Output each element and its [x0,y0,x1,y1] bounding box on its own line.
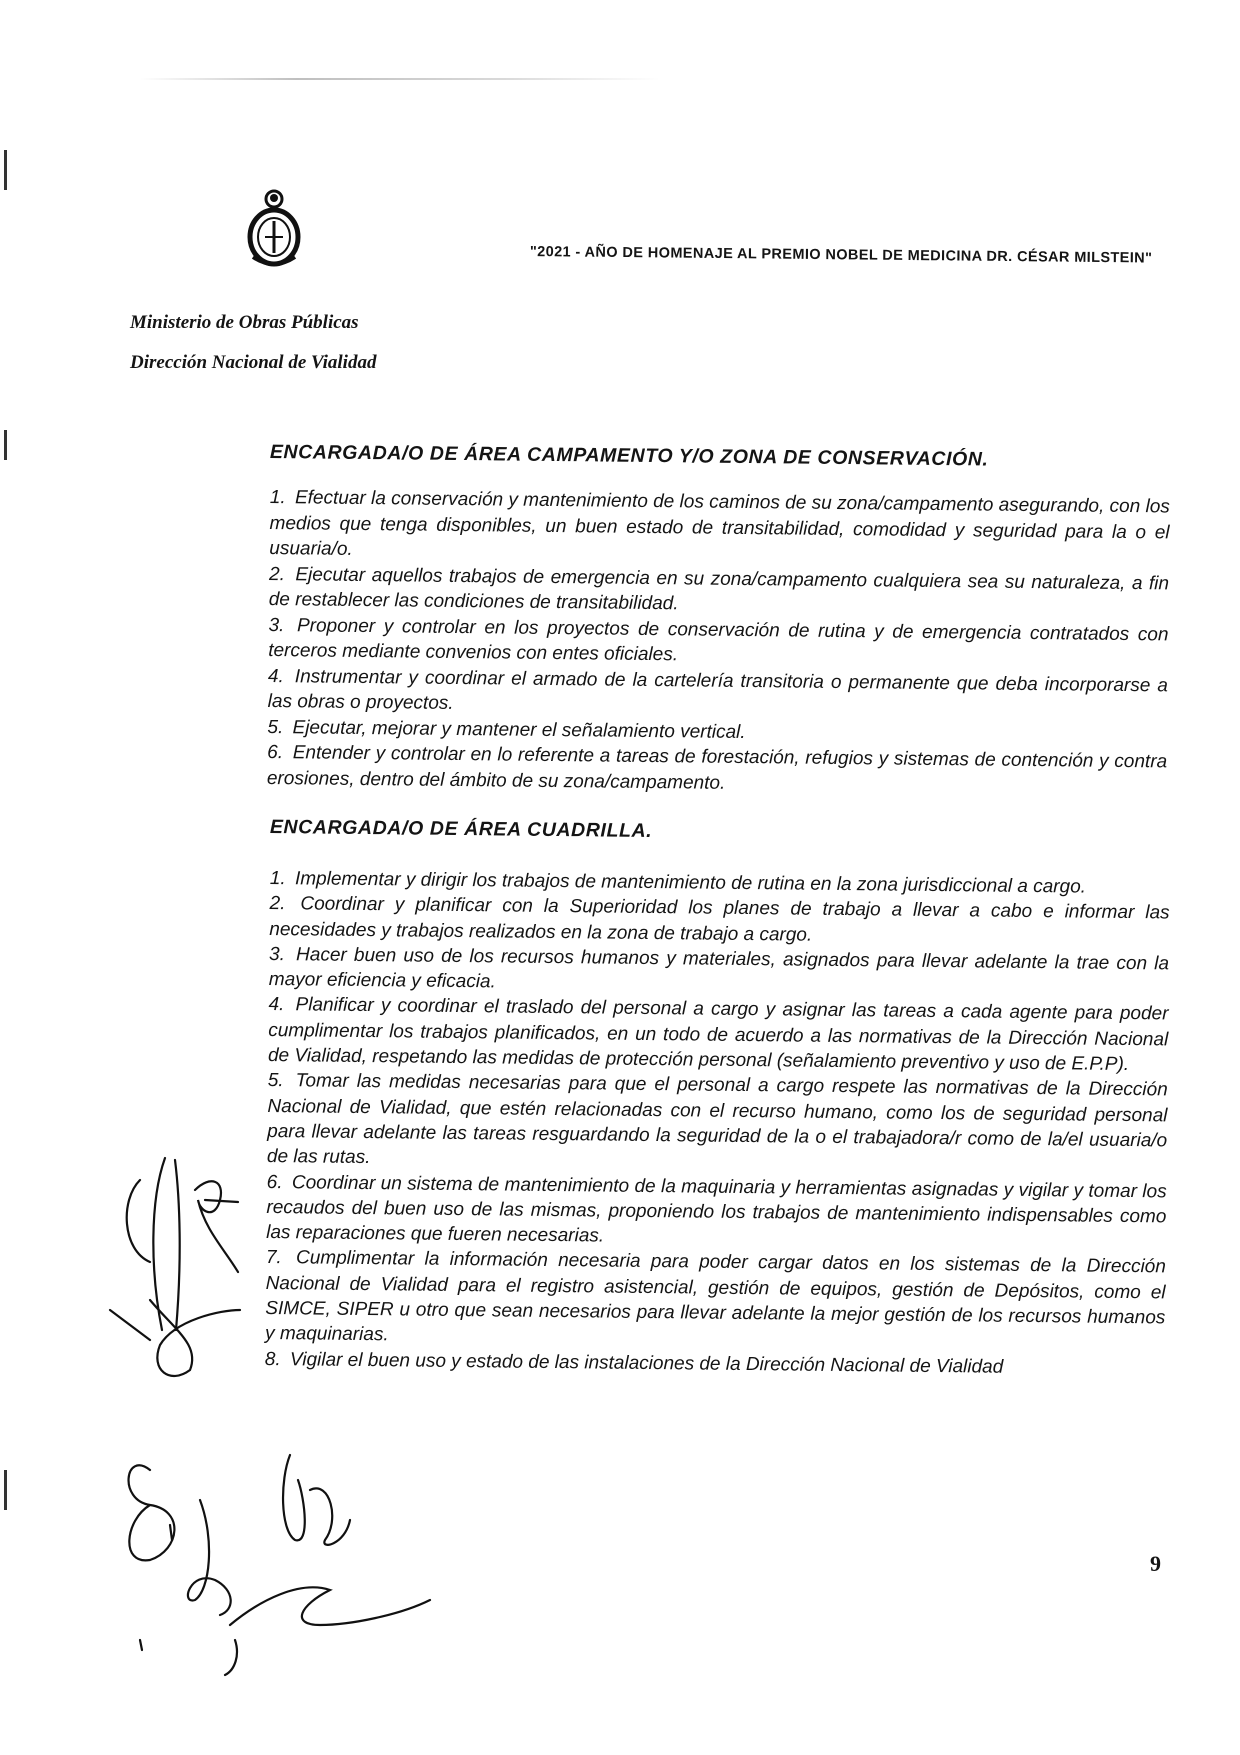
scan-artifact-line [140,78,660,80]
argentine-coat-of-arms-icon [243,185,305,271]
section-heading [270,816,1170,848]
item-text: Proponer y controlar en los proyectos de conservación de rutina y de emergencia contratados con terceros mediante convenios con entes oficiales. [268,614,1169,666]
scan-edge-mark [4,1470,7,1510]
list-item [269,942,1169,1002]
section-items [265,866,1170,1381]
item-number: 2. [268,563,286,585]
item-number: 5. [267,716,284,738]
list-item [267,1068,1168,1179]
scan-edge-mark [4,150,7,190]
signature-bottom-left [129,1455,430,1675]
list-item [268,612,1168,672]
item-number: 4. [268,994,285,1016]
list-item [269,485,1170,571]
section-items [267,485,1170,800]
year-motto: "2021 - AÑO DE HOMENAJE AL PREMIO NOBEL DE MEDICINA DR. CÉSAR MILSTEIN" [529,244,1153,267]
section-title: ENCARGADA/O DE ÁREA CAMPAMENTO Y/O ZONA DE CONSERVACIÓN. [269,441,989,471]
item-text: Coordinar y planificar con la Superioridad los planes de trabajo a llevar a cabo e informar las necesidades y trabajos realizados en la zona de trabajo a cargo. [269,893,1170,946]
list-item [269,891,1169,951]
item-number: 1. [269,867,286,890]
item-number: 4. [267,665,284,687]
scan-edge-mark [4,430,7,460]
item-text: Vigilar el buen uso y estado de las instalaciones de la Dirección Nacional de Vialidad [289,1348,1004,1378]
item-number: 6. [267,741,284,764]
item-number: 7. [265,1247,282,1269]
item-number: 8. [264,1348,281,1370]
item-number: 2. [269,893,286,915]
item-number: 3. [268,614,285,636]
directorate-name: Dirección Nacional de Vialidad [130,352,377,373]
item-text: Entender y controlar en lo referente a tareas de forestación, refugios y sistemas de contención y contra erosiones, dentro del ámbito de su zona/campamento. [266,742,1168,794]
section-title: ENCARGADA/O DE ÁREA CUADRILLA. [269,816,653,843]
page-number: 9 [1150,1551,1161,1576]
item-text: Implementar y dirigir los trabajos de mantenimiento de rutina en la zona jurisdiccional a cargo. [294,868,1087,898]
list-item [268,663,1168,723]
section-heading [270,441,1170,473]
list-item [265,1245,1166,1356]
item-number: 6. [266,1171,283,1193]
list-item [267,740,1167,800]
ministry-name: Ministerio de Obras Públicas [130,312,359,333]
item-text: Ejecutar, mejorar y mantener el señalamiento vertical. [292,716,746,743]
list-item [266,1170,1167,1255]
list-item [268,992,1169,1077]
item-text: Ejecutar aquellos trabajos de emergencia en su zona/campamento cualquiera sea su naturaleza, a fin de restablecer las condiciones de transitabilidad. [268,563,1170,615]
signature-left-margin [110,1158,240,1376]
item-number: 1. [269,486,286,509]
item-text: Instrumentar y coordinar el armado de la cartelería transitoria o permanente que deba incorporarse a las obras o proyectos. [267,665,1169,714]
item-text: Tomar las medidas necesarias para que el personal a cargo respete las normativas de la Dirección Nacional de Vialidad, que estén relacionadas con el recurso humano, como los de seguridad personal para llevar adelante las tareas resguardando la seguridad de la o el trabajadora/r como de la/el usuaria/o de las rutas. [266,1070,1168,1169]
item-text: Planificar y coordinar el traslado del personal a cargo y asignar las tareas a cada agente para poder cumplimentar los trabajos planificados, en un todo de acuerdo a las normativas de la Dirección Nacional de Vialidad, respetando las medidas de protección personal (señalamiento preventivo y uso de E.P.P). [267,994,1169,1076]
item-text: Efectuar la conservación y mantenimiento de los caminos de su zona/campamento asegurando, con los medios que tenga disponibles, un buen estado de transitabilidad, comodidad y seguridad para la o el usuaria/o. [269,487,1170,560]
item-number: 5. [267,1070,284,1092]
list-item [269,561,1169,621]
item-number: 3. [268,943,286,966]
item-text: Coordinar un sistema de mantenimiento de la maquinaria y herramientas asignadas y vigilar y tomar los recaudos del buen uso de las mismas, proponiendo los trabajos de mantenimiento indispensables como las reparaciones que fueren necesarias. [266,1171,1167,1247]
item-text: Hacer buen uso de los recursos humanos y materiales, asignados para llevar adelante la trae con la mayor eficiencia y eficacia. [268,944,1170,993]
item-text: Cumplimentar la información necesaria para poder cargar datos en los sistemas de la Dirección Nacional de Vialidad para el registro asistencial, gestión de equipos, gestión de Depósitos, como el SIMCE, SIPER u otro que sean necesarios para llevar adelante la mejor gestión de los recursos humanos y maquinarias. [264,1247,1166,1346]
